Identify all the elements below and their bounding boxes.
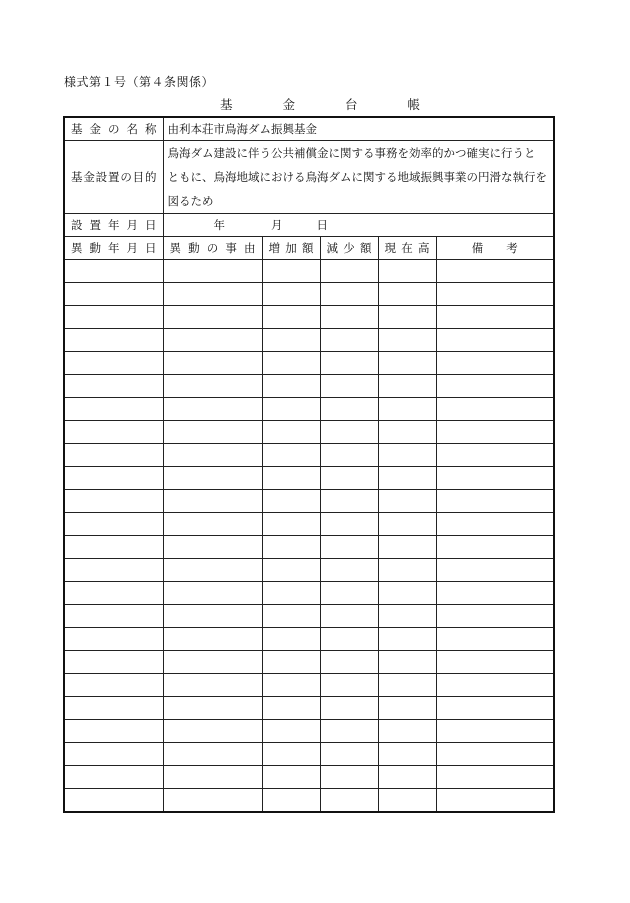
ledger-entry-cell — [163, 444, 262, 467]
ledger-entry-cell — [378, 375, 436, 398]
ledger-entry-cell — [378, 283, 436, 306]
ledger-entry-cell — [436, 421, 554, 444]
fund-name-row — [64, 117, 554, 141]
ledger-entry-cell — [64, 421, 163, 444]
ledger-entry-cell — [64, 697, 163, 720]
ledger-entry-cell — [378, 536, 436, 559]
ledger-entry-cell — [436, 766, 554, 789]
ledger-entry-cell — [262, 674, 320, 697]
purpose-line: ともに、鳥海地域における鳥海ダムに関する地域振興事業の円滑な執行を — [167, 170, 547, 184]
ledger-entry-cell — [320, 513, 378, 536]
ledger-entry-cell — [64, 743, 163, 766]
ledger-entry-cell — [64, 467, 163, 490]
ledger-entry-cell — [262, 766, 320, 789]
ledger-entry-row — [64, 490, 554, 513]
ledger-entry-cell — [436, 789, 554, 813]
ledger-entry-row — [64, 628, 554, 651]
year-label: 年 — [213, 218, 225, 232]
ledger-entry-cell — [320, 444, 378, 467]
ledger-entry-cell — [436, 697, 554, 720]
purpose-line: 図るため — [167, 194, 214, 208]
ledger-entry-cell — [262, 628, 320, 651]
col-change-reason: 異動の事由 — [163, 237, 262, 260]
title-char: 帳 — [407, 97, 420, 112]
ledger-entry-cell — [436, 536, 554, 559]
ledger-entry-cell — [436, 398, 554, 421]
ledger-entry-cell — [320, 766, 378, 789]
ledger-entry-cell — [262, 582, 320, 605]
ledger-entry-cell — [378, 582, 436, 605]
ledger-entry-cell — [262, 421, 320, 444]
fund-purpose-row — [64, 141, 554, 214]
ledger-entry-cell — [163, 329, 262, 352]
month-label: 月 — [271, 218, 283, 232]
ledger-entry-row — [64, 513, 554, 536]
ledger-entry-cell — [378, 513, 436, 536]
ledger-entry-cell — [436, 352, 554, 375]
ledger-entry-cell — [320, 260, 378, 283]
ledger-entry-cell — [64, 720, 163, 743]
ledger-entry-row — [64, 766, 554, 789]
ledger-entry-cell — [320, 283, 378, 306]
ledger-entry-cell — [262, 467, 320, 490]
ledger-entry-cell — [436, 582, 554, 605]
title-char: 基 — [220, 97, 233, 112]
ledger-entry-row — [64, 789, 554, 813]
ledger-entry-cell — [163, 375, 262, 398]
fund-name-label: 基金の名称 — [64, 117, 163, 141]
ledger-entry-cell — [64, 513, 163, 536]
ledger-entry-cell — [262, 306, 320, 329]
ledger-entry-cell — [163, 766, 262, 789]
ledger-entry-row — [64, 306, 554, 329]
ledger-entry-cell — [378, 628, 436, 651]
ledger-entry-cell — [436, 260, 554, 283]
ledger-entry-cell — [64, 536, 163, 559]
ledger-entry-cell — [320, 536, 378, 559]
ledger-entry-cell — [163, 628, 262, 651]
ledger-entry-cell — [320, 789, 378, 813]
ledger-entry-cell — [163, 283, 262, 306]
ledger-entry-cell — [163, 674, 262, 697]
ledger-entry-cell — [163, 260, 262, 283]
ledger-entry-cell — [320, 306, 378, 329]
ledger-entry-cell — [436, 513, 554, 536]
ledger-entry-row — [64, 329, 554, 352]
ledger-entry-cell — [262, 605, 320, 628]
ledger-entry-cell — [378, 674, 436, 697]
ledger-entry-row — [64, 283, 554, 306]
ledger-entry-cell — [378, 260, 436, 283]
ledger-entry-cell — [378, 467, 436, 490]
ledger-entry-row — [64, 352, 554, 375]
ledger-entry-cell — [320, 490, 378, 513]
col-balance: 現在高 — [378, 237, 436, 260]
ledger-entry-row — [64, 582, 554, 605]
ledger-entry-cell — [262, 789, 320, 813]
ledger-entry-cell — [436, 490, 554, 513]
ledger-entry-cell — [320, 375, 378, 398]
ledger-entry-cell — [163, 490, 262, 513]
ledger-entry-cell — [436, 283, 554, 306]
ledger-entry-cell — [262, 260, 320, 283]
ledger-entry-row — [64, 375, 554, 398]
ledger-entry-cell — [320, 651, 378, 674]
ledger-entry-cell — [262, 398, 320, 421]
ledger-entry-cell — [378, 444, 436, 467]
ledger-entry-cell — [64, 329, 163, 352]
ledger-entry-cell — [378, 720, 436, 743]
form-label: 様式第１号（第４条関係） — [64, 75, 215, 89]
ledger-entry-row — [64, 559, 554, 582]
ledger-entry-cell — [262, 697, 320, 720]
ledger-entry-row — [64, 720, 554, 743]
ledger-entry-cell — [64, 789, 163, 813]
ledger-entry-cell — [163, 605, 262, 628]
ledger-entry-cell — [163, 789, 262, 813]
establish-date-row — [64, 214, 554, 237]
ledger-entry-cell — [262, 329, 320, 352]
purpose-line: 鳥海ダム建設に伴う公共補償金に関する事務を効率的かつ確実に行うと — [167, 146, 536, 160]
ledger-entry-row — [64, 536, 554, 559]
ledger-entry-cell — [262, 352, 320, 375]
ledger-entry-cell — [436, 674, 554, 697]
ledger-entry-cell — [64, 605, 163, 628]
ledger-entry-cell — [378, 352, 436, 375]
ledger-entry-cell — [262, 559, 320, 582]
ledger-entry-cell — [436, 720, 554, 743]
ledger-entry-cell — [64, 674, 163, 697]
title-char: 台 — [344, 97, 358, 112]
ledger-entry-cell — [320, 421, 378, 444]
ledger-entry-cell — [436, 605, 554, 628]
ledger-entry-cell — [163, 398, 262, 421]
ledger-entry-cell — [262, 490, 320, 513]
ledger-entry-cell — [262, 743, 320, 766]
ledger-entry-cell — [436, 467, 554, 490]
ledger-entry-cell — [436, 306, 554, 329]
col-increase: 増加額 — [262, 237, 320, 260]
ledger-entry-cell — [378, 490, 436, 513]
ledger-entry-cell — [320, 467, 378, 490]
ledger-entry-cell — [262, 720, 320, 743]
ledger-entry-cell — [64, 444, 163, 467]
column-header-row — [64, 237, 554, 260]
ledger-entry-cell — [378, 306, 436, 329]
ledger-entry-cell — [436, 375, 554, 398]
ledger-entry-cell — [378, 559, 436, 582]
ledger-entry-row — [64, 398, 554, 421]
ledger-entry-cell — [378, 421, 436, 444]
ledger-entry-cell — [320, 697, 378, 720]
ledger-entry-cell — [378, 697, 436, 720]
establish-date-label: 設置年月日 — [64, 214, 163, 237]
ledger-entry-row — [64, 697, 554, 720]
col-change-date: 異動年月日 — [64, 237, 163, 260]
ledger-entry-cell — [163, 743, 262, 766]
ledger-entry-cell — [378, 605, 436, 628]
ledger-entry-cell — [163, 352, 262, 375]
ledger-entry-cell — [163, 536, 262, 559]
ledger-entry-cell — [64, 582, 163, 605]
ledger-entry-cell — [378, 329, 436, 352]
ledger-entry-cell — [320, 743, 378, 766]
ledger-entry-cell — [262, 651, 320, 674]
ledger-entry-cell — [163, 306, 262, 329]
ledger-entry-cell — [378, 766, 436, 789]
ledger-entry-cell — [64, 352, 163, 375]
ledger-entry-row — [64, 260, 554, 283]
ledger-entry-row — [64, 605, 554, 628]
ledger-entry-row — [64, 651, 554, 674]
ledger-entry-cell — [320, 559, 378, 582]
ledger-entry-cell — [163, 651, 262, 674]
ledger-entry-cell — [436, 743, 554, 766]
title-char: 金 — [282, 97, 295, 112]
ledger-entry-cell — [320, 605, 378, 628]
ledger-entry-cell — [262, 283, 320, 306]
ledger-entry-cell — [320, 720, 378, 743]
ledger-entry-row — [64, 743, 554, 766]
fund-name-value: 由利本荘市鳥海ダム振興基金 — [163, 117, 554, 141]
ledger-entry-row — [64, 444, 554, 467]
col-remarks: 備 考 — [436, 237, 554, 260]
ledger-entry-cell — [320, 398, 378, 421]
ledger-entry-cell — [436, 444, 554, 467]
fund-purpose-value — [163, 141, 554, 214]
ledger-entry-cell — [64, 490, 163, 513]
ledger-entry-cell — [262, 536, 320, 559]
ledger-entry-cell — [64, 398, 163, 421]
ledger-entry-cell — [320, 674, 378, 697]
ledger-entry-cell — [163, 582, 262, 605]
ledger-entry-cell — [320, 352, 378, 375]
col-decrease: 減少額 — [320, 237, 378, 260]
day-label: 日 — [316, 218, 328, 232]
ledger-entry-cell — [436, 559, 554, 582]
ledger-entry-cell — [378, 789, 436, 813]
ledger-entry-cell — [64, 628, 163, 651]
ledger-entry-cell — [320, 582, 378, 605]
ledger-entry-cell — [64, 306, 163, 329]
ledger-entry-row — [64, 421, 554, 444]
ledger-entry-cell — [163, 513, 262, 536]
ledger-entry-cell — [163, 720, 262, 743]
ledger-entry-cell — [163, 559, 262, 582]
ledger-entry-cell — [436, 628, 554, 651]
ledger-entry-row — [64, 674, 554, 697]
ledger-entry-cell — [163, 421, 262, 444]
establish-date-value — [163, 214, 554, 237]
ledger-entry-cell — [378, 743, 436, 766]
ledger-entry-cell — [262, 444, 320, 467]
ledger-entry-cell — [320, 628, 378, 651]
ledger-entry-row — [64, 467, 554, 490]
ledger-entry-cell — [163, 467, 262, 490]
ledger-entry-cell — [64, 375, 163, 398]
ledger-entry-cell — [64, 766, 163, 789]
ledger-entry-cell — [163, 697, 262, 720]
fund-purpose-label: 基金設置の目的 — [64, 141, 163, 214]
fund-ledger-table — [63, 116, 555, 813]
ledger-entry-cell — [262, 375, 320, 398]
ledger-entry-cell — [64, 559, 163, 582]
ledger-entry-cell — [64, 283, 163, 306]
ledger-entry-cell — [378, 651, 436, 674]
ledger-entry-cell — [436, 651, 554, 674]
ledger-entry-cell — [320, 329, 378, 352]
ledger-entry-cell — [436, 329, 554, 352]
document-title — [220, 95, 420, 113]
ledger-entry-cell — [262, 513, 320, 536]
ledger-entry-cell — [64, 260, 163, 283]
ledger-entry-cell — [64, 651, 163, 674]
ledger-entry-cell — [378, 398, 436, 421]
